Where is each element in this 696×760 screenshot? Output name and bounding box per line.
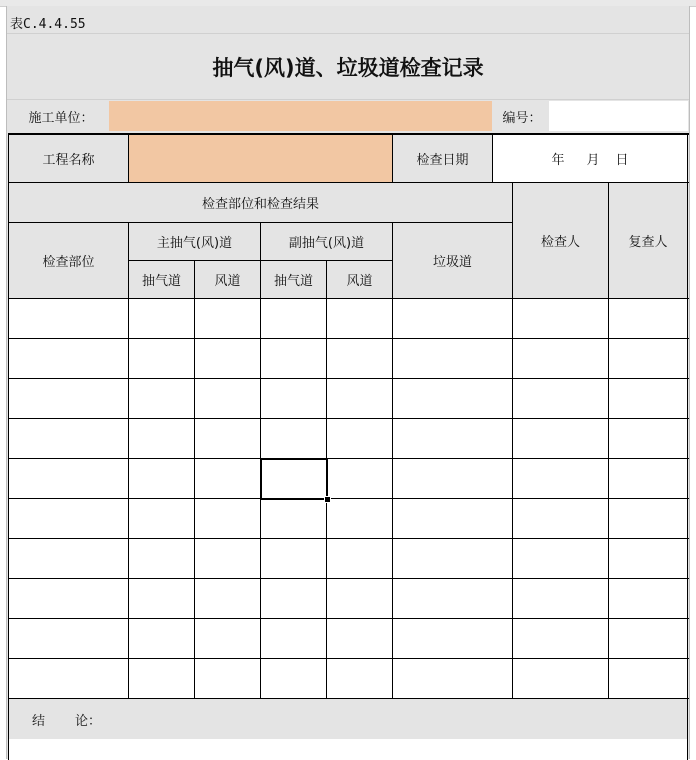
border-line [687,133,688,760]
col-exhaust-1: 抽气道 [141,274,181,289]
table-cell[interactable] [609,379,686,418]
table-cell[interactable] [261,499,326,538]
table-cell[interactable] [9,499,128,538]
table-cell[interactable] [9,339,128,378]
form-title: 抽气(风)道、垃圾道检查记录 [212,56,484,80]
table-cell[interactable] [261,379,326,418]
group-header: 检查部位和检查结果 [201,197,319,212]
table-cell[interactable] [9,459,128,498]
table-cell[interactable] [195,539,260,578]
col-garbage: 垃圾道 [432,255,472,270]
table-cell[interactable] [195,499,260,538]
project-name-label: 工程名称 [42,152,95,168]
border-line [8,133,9,760]
table-cell[interactable] [609,419,686,458]
table-cell[interactable] [129,579,194,618]
selected-cell-highlight[interactable] [260,458,328,500]
table-cell[interactable] [261,659,326,698]
table-cell[interactable] [393,619,512,658]
conclusion-label [20,699,110,739]
table-cell[interactable] [609,659,686,698]
date-month: 月 [586,152,600,168]
table-cell[interactable] [195,339,260,378]
col-location: 检查部位 [42,255,95,270]
col-inspector: 检查人 [540,235,580,250]
table-cell[interactable] [513,339,608,378]
border-line [8,338,689,339]
table-cell[interactable] [393,379,512,418]
border-line [8,298,689,299]
table-cell[interactable] [327,619,392,658]
col-main-duct: 主抽气(风)道 [156,236,233,251]
border-line [128,223,129,699]
col-air-1: 风道 [214,274,241,289]
table-cell[interactable] [609,539,686,578]
table-cell[interactable] [513,419,608,458]
table-cell[interactable] [195,579,260,618]
table-cell[interactable] [129,379,194,418]
table-cell[interactable] [327,339,392,378]
border-line [8,578,689,579]
border-line [194,261,195,699]
col-exhaust-2: 抽气道 [273,274,313,289]
table-cell[interactable] [609,619,686,658]
table-cell[interactable] [609,339,686,378]
table-cell[interactable] [261,339,326,378]
border-line [392,223,393,699]
table-cell[interactable] [195,459,260,498]
table-cell[interactable] [195,619,260,658]
col-sub-duct: 副抽气(风)道 [288,236,365,251]
form-number: 表C.4.4.55 [10,16,86,32]
gridline [7,99,689,100]
table-cell[interactable] [393,459,512,498]
table-cell[interactable] [393,419,512,458]
gridline [7,33,689,34]
table-cell[interactable] [513,579,608,618]
table-cell[interactable] [129,339,194,378]
conclusion-label-a: 结 [32,713,46,729]
table-cell[interactable] [327,419,392,458]
unit-input[interactable] [109,101,492,131]
border-line [392,134,393,183]
table-cell[interactable] [327,579,392,618]
border-line [8,134,689,135]
table-cell[interactable] [261,539,326,578]
table-cell[interactable] [129,419,194,458]
border-line [8,698,689,699]
inspection-date-label: 检查日期 [416,152,469,168]
table-cell[interactable] [9,579,128,618]
table-cell[interactable] [609,459,686,498]
table-cell[interactable] [195,419,260,458]
date-ymd [493,134,687,182]
border-line [8,538,689,539]
border-line [8,618,689,619]
table-cell[interactable] [609,299,686,338]
table-cell[interactable] [261,299,326,338]
table-cell[interactable] [129,499,194,538]
border-line [8,378,689,379]
conclusion-extra [9,739,687,759]
table-cell[interactable] [327,299,392,338]
table-cell[interactable] [327,539,392,578]
table-cell[interactable] [393,299,512,338]
table-cell[interactable] [513,499,608,538]
col-air-2: 风道 [346,274,373,289]
table-cell[interactable] [327,459,392,498]
conclusion-label-b: 论： [75,713,102,729]
project-name-input[interactable] [129,134,392,182]
table-cell[interactable] [609,499,686,538]
table-cell[interactable] [513,459,608,498]
table-cell[interactable] [261,619,326,658]
border-line [8,182,689,183]
table-cell[interactable] [609,579,686,618]
border-line [8,658,689,659]
date-day: 日 [615,152,629,168]
fill-handle[interactable] [324,496,331,503]
table-cell[interactable] [393,579,512,618]
serial-label: 编号： [502,110,542,126]
table-cell[interactable] [513,619,608,658]
table-cell[interactable] [9,299,128,338]
table-cell[interactable] [129,619,194,658]
table-cell[interactable] [195,299,260,338]
border-line [608,183,609,699]
border-line [512,183,513,699]
col-reviewer: 复查人 [628,235,668,250]
table-cell[interactable] [513,659,608,698]
serial-input[interactable] [549,101,688,131]
table-cell[interactable] [513,299,608,338]
table-cell[interactable] [9,619,128,658]
table-cell[interactable] [195,379,260,418]
table-cell[interactable] [393,499,512,538]
border-line [8,458,689,459]
table-cell[interactable] [261,579,326,618]
table-cell[interactable] [9,419,128,458]
date-year: 年 [551,152,565,168]
table-cell[interactable] [261,419,326,458]
table-cell[interactable] [9,379,128,418]
table-cell[interactable] [195,659,260,698]
table-cell[interactable] [393,659,512,698]
table-cell[interactable] [513,539,608,578]
table-cell[interactable] [9,659,128,698]
table-cell[interactable] [129,459,194,498]
table-cell[interactable] [327,499,392,538]
table-cell[interactable] [9,539,128,578]
table-cell[interactable] [393,339,512,378]
table-cell[interactable] [129,299,194,338]
unit-label: 施工单位： [28,110,94,126]
table-cell[interactable] [129,539,194,578]
table-cell[interactable] [327,379,392,418]
table-cell[interactable] [513,379,608,418]
border-line [492,134,493,183]
table-cell[interactable] [129,659,194,698]
conclusion-input[interactable] [129,699,687,739]
border-line [128,134,129,183]
border-line [8,498,689,499]
table-cell[interactable] [393,539,512,578]
border-line [8,418,689,419]
table-cell[interactable] [327,659,392,698]
